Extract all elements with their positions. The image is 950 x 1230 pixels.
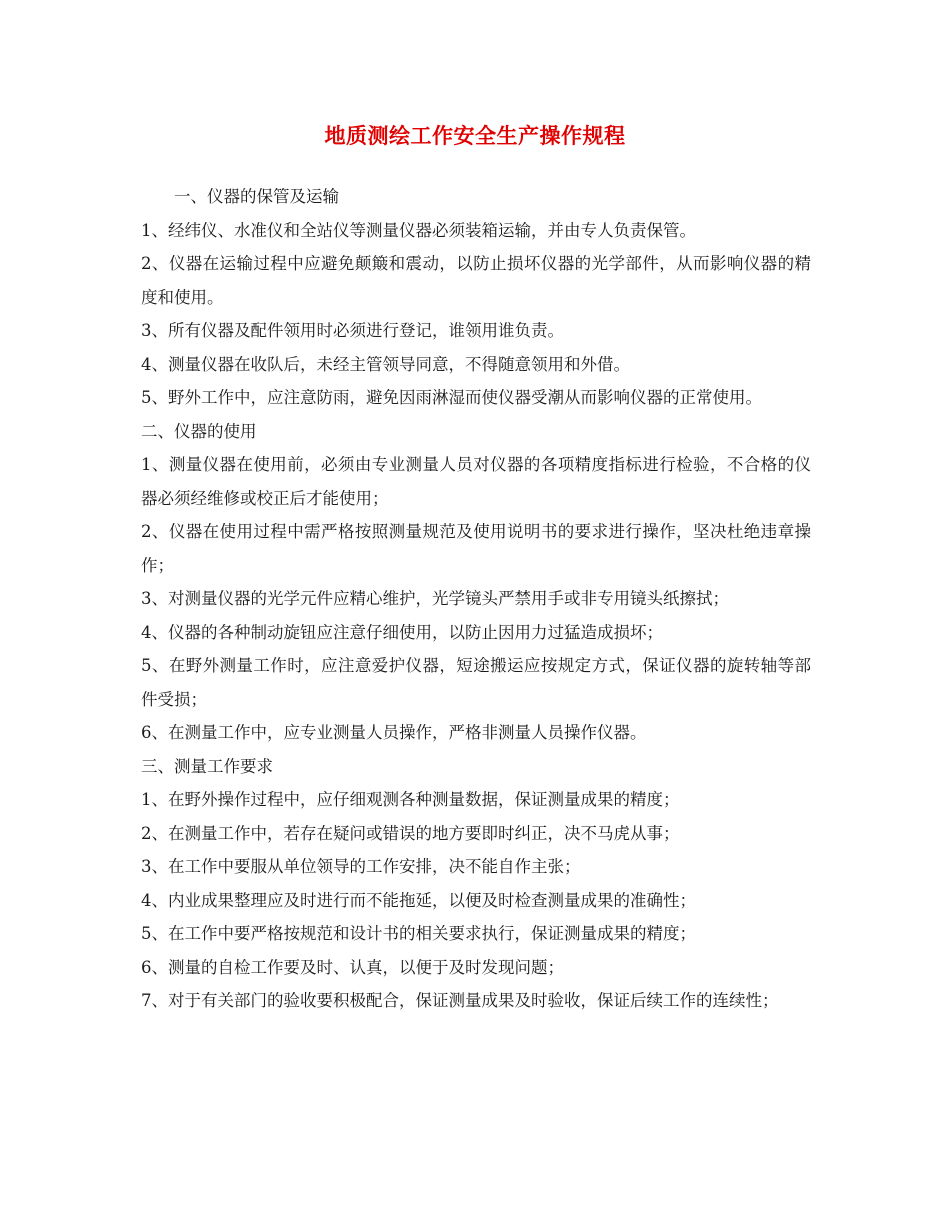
paragraph: 1、经纬仪、水准仪和全站仪等测量仪器必须装箱运输，并由专人负责保管。 — [141, 220, 696, 240]
document-title: 地质测绘工作安全生产操作规程 — [324, 124, 626, 148]
paragraph: 6、测量的自检工作要及时、认真，以便于及时发现问题； — [141, 957, 564, 977]
section-heading-survey-requirements: 三、测量工作要求 — [141, 756, 273, 776]
paragraph: 1、在野外操作过程中，应仔细观测各种测量数据，保证测量成果的精度； — [141, 790, 680, 809]
paragraph: 4、测量仪器在收队后，未经主管领导同意，不得随意领用和外借。 — [141, 354, 630, 374]
paragraph: 1、测量仪器在使用前，必须由专业测量人员对仪器的各项精度指标进行检验，不合格的仪器必须经维修或校正后才能使用； — [141, 455, 811, 508]
paragraph: 5、在野外测量工作时，应注意爱护仪器，短途搬运应按规定方式，保证仪器的旋转轴等部件受损； — [141, 656, 811, 709]
paragraph: 3、在工作中要服从单位领导的工作安排，决不能自作主张； — [141, 857, 581, 876]
paragraph: 6、在测量工作中，应专业测量人员操作，严格非测量人员操作仪器。 — [141, 723, 647, 742]
paragraph: 2、仪器在运输过程中应避免颠簸和震动，以防止损坏仪器的光学部件，从而影响仪器的精度和使用。 — [141, 254, 811, 307]
paragraph: 3、所有仪器及配件领用时必须进行登记，谁领用谁负责。 — [141, 321, 564, 340]
section-heading-storage-transport: 一、仪器的保管及运输 — [174, 187, 339, 206]
section-heading-instrument-use: 二、仪器的使用 — [141, 421, 257, 441]
paragraph: 2、仪器在使用过程中需严格按照测量规范及使用说明书的要求进行操作，坚决杜绝违章操作； — [141, 522, 811, 575]
paragraph: 4、仪器的各种制动旋钮应注意仔细使用，以防止因用力过猛造成损坏； — [141, 622, 663, 642]
paragraph: 5、在工作中要严格按规范和设计书的相关要求执行，保证测量成果的精度； — [141, 924, 696, 943]
paragraph: 3、对测量仪器的光学元件应精心维护，光学镜头严禁用手或非专用镜头纸擦拭； — [141, 589, 729, 608]
paragraph: 2、在测量工作中，若存在疑问或错误的地方要即时纠正，决不马虎从事； — [141, 823, 680, 843]
paragraph: 4、内业成果整理应及时进行而不能拖延，以便及时检查测量成果的准确性； — [141, 890, 696, 910]
document-body — [141, 180, 811, 1018]
paragraph: 7、对于有关部门的验收要积极配合，保证测量成果及时验收，保证后续工作的连续性； — [141, 991, 779, 1010]
paragraph: 5、野外工作中，应注意防雨，避免因雨淋湿而使仪器受潮从而影响仪器的正常使用。 — [141, 388, 762, 407]
